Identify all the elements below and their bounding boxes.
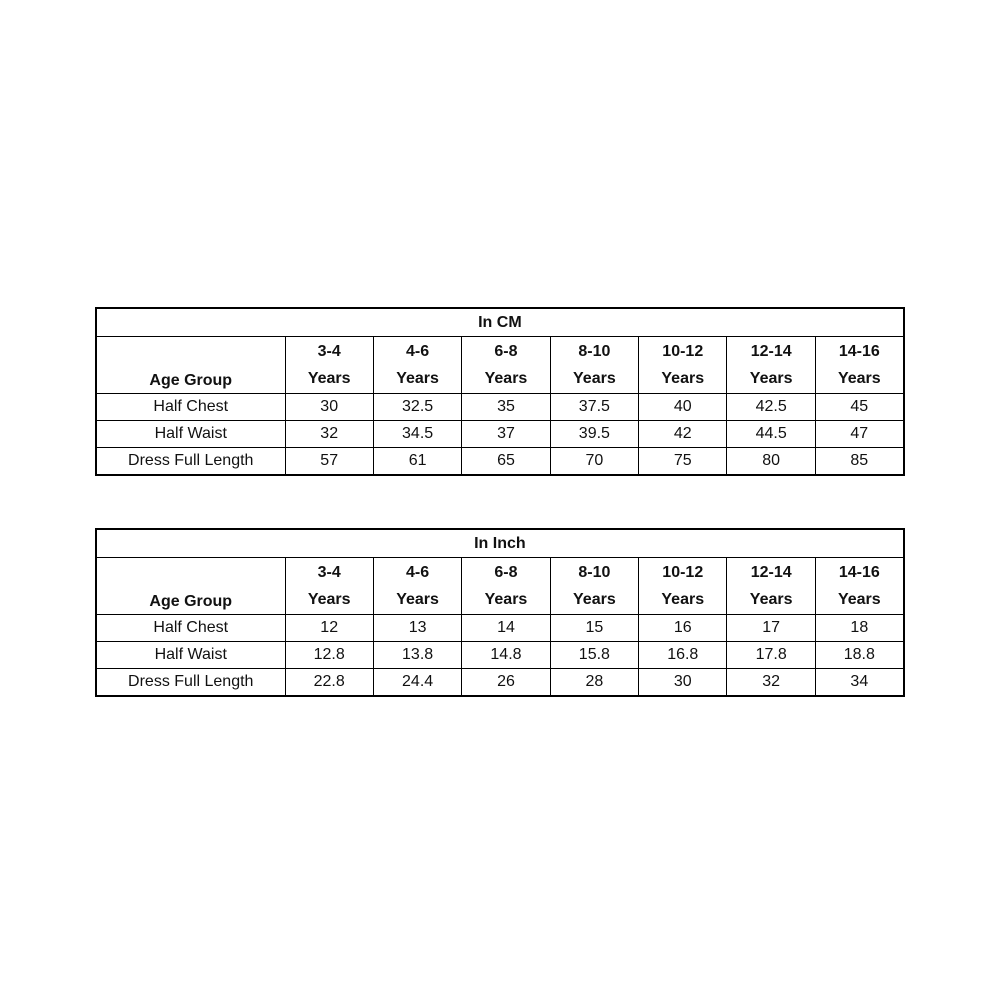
- age-unit: Years: [573, 370, 616, 387]
- measurement-cell: 16.8: [639, 642, 727, 669]
- age-unit: Years: [484, 591, 528, 608]
- age-column-header: [639, 337, 727, 394]
- measurement-cell: 30: [639, 669, 727, 697]
- measurement-cell: 13: [373, 615, 461, 642]
- age-column-header: [373, 558, 461, 615]
- row-label: Dress Full Length: [96, 448, 285, 476]
- measurement-cell: 42: [639, 421, 727, 448]
- age-column-header: [550, 558, 638, 615]
- age-column-header: [373, 337, 461, 394]
- age-range: 10-12: [662, 564, 704, 581]
- measurement-cell: 12: [285, 615, 373, 642]
- measurement-cell: 32: [727, 669, 815, 697]
- table-title-row: [96, 529, 904, 558]
- measurement-cell: 12.8: [285, 642, 373, 669]
- measurement-cell: 40: [639, 394, 727, 421]
- measurement-cell: 32: [285, 421, 373, 448]
- measurement-cell: 65: [462, 448, 550, 476]
- age-range: 10-12: [662, 343, 704, 360]
- measurement-cell: 85: [815, 448, 903, 476]
- measurement-cell: 37.5: [550, 394, 638, 421]
- measurement-cell: 22.8: [285, 669, 373, 697]
- measurement-cell: 35: [462, 394, 550, 421]
- row-label: Half Waist: [96, 421, 285, 448]
- table-header-row: [96, 337, 904, 394]
- table-row: [96, 448, 904, 476]
- measurement-cell: 34.5: [373, 421, 461, 448]
- age-column-header: [462, 337, 550, 394]
- age-column-header: [462, 558, 550, 615]
- measurement-cell: 18.8: [815, 642, 903, 669]
- measurement-cell: 70: [550, 448, 638, 476]
- measurement-cell: 14: [462, 615, 550, 642]
- age-group-header: Age Group: [96, 337, 285, 394]
- age-unit: Years: [484, 370, 528, 387]
- measurement-cell: 13.8: [373, 642, 461, 669]
- size-table-inch: [95, 528, 905, 697]
- age-column-header: [550, 337, 638, 394]
- age-range: 3-4: [317, 343, 341, 360]
- table-header-row: [96, 558, 904, 615]
- table-row: [96, 642, 904, 669]
- age-unit: Years: [661, 591, 705, 608]
- age-unit: Years: [396, 370, 439, 387]
- age-unit: Years: [573, 591, 616, 608]
- measurement-cell: 24.4: [373, 669, 461, 697]
- measurement-cell: 34: [815, 669, 903, 697]
- measurement-cell: 18: [815, 615, 903, 642]
- size-table-cm: [95, 307, 905, 476]
- measurement-cell: 32.5: [373, 394, 461, 421]
- measurement-cell: 44.5: [727, 421, 815, 448]
- table-title: In Inch: [96, 529, 904, 558]
- measurement-cell: 75: [639, 448, 727, 476]
- age-range: 3-4: [317, 564, 341, 581]
- age-range: 6-8: [494, 343, 518, 360]
- measurement-cell: 17: [727, 615, 815, 642]
- age-range: 8-10: [578, 343, 611, 360]
- row-label: Half Chest: [96, 615, 285, 642]
- row-label: Half Waist: [96, 642, 285, 669]
- measurement-cell: 30: [285, 394, 373, 421]
- measurement-cell: 16: [639, 615, 727, 642]
- row-label: Dress Full Length: [96, 669, 285, 697]
- measurement-cell: 26: [462, 669, 550, 697]
- measurement-cell: 15.8: [550, 642, 638, 669]
- age-column-header: [727, 558, 815, 615]
- table-row: [96, 394, 904, 421]
- age-unit: Years: [749, 370, 793, 387]
- age-range: 6-8: [494, 564, 518, 581]
- table-row: [96, 669, 904, 697]
- age-unit: Years: [307, 591, 351, 608]
- age-column-header: [285, 337, 373, 394]
- measurement-cell: 37: [462, 421, 550, 448]
- age-column-header: [815, 558, 903, 615]
- measurement-cell: 61: [373, 448, 461, 476]
- age-unit: Years: [837, 370, 881, 387]
- age-column-header: [815, 337, 903, 394]
- table-title: In CM: [96, 308, 904, 337]
- measurement-cell: 45: [815, 394, 903, 421]
- age-group-header: Age Group: [96, 558, 285, 615]
- measurement-cell: 47: [815, 421, 903, 448]
- age-range: 12-14: [750, 564, 792, 581]
- age-unit: Years: [396, 591, 439, 608]
- measurement-cell: 39.5: [550, 421, 638, 448]
- age-unit: Years: [749, 591, 793, 608]
- table-row: [96, 421, 904, 448]
- age-range: 4-6: [406, 343, 430, 360]
- age-range: 14-16: [838, 564, 880, 581]
- measurement-cell: 80: [727, 448, 815, 476]
- measurement-cell: 14.8: [462, 642, 550, 669]
- age-range: 14-16: [838, 343, 880, 360]
- age-column-header: [639, 558, 727, 615]
- age-range: 12-14: [750, 343, 792, 360]
- age-column-header: [727, 337, 815, 394]
- age-unit: Years: [661, 370, 705, 387]
- row-label: Half Chest: [96, 394, 285, 421]
- table-row: [96, 615, 904, 642]
- measurement-cell: 17.8: [727, 642, 815, 669]
- measurement-cell: 15: [550, 615, 638, 642]
- measurement-cell: 28: [550, 669, 638, 697]
- age-unit: Years: [307, 370, 351, 387]
- measurement-cell: 42.5: [727, 394, 815, 421]
- age-unit: Years: [837, 591, 881, 608]
- age-column-header: [285, 558, 373, 615]
- age-range: 8-10: [578, 564, 611, 581]
- measurement-cell: 57: [285, 448, 373, 476]
- table-title-row: [96, 308, 904, 337]
- age-range: 4-6: [406, 564, 430, 581]
